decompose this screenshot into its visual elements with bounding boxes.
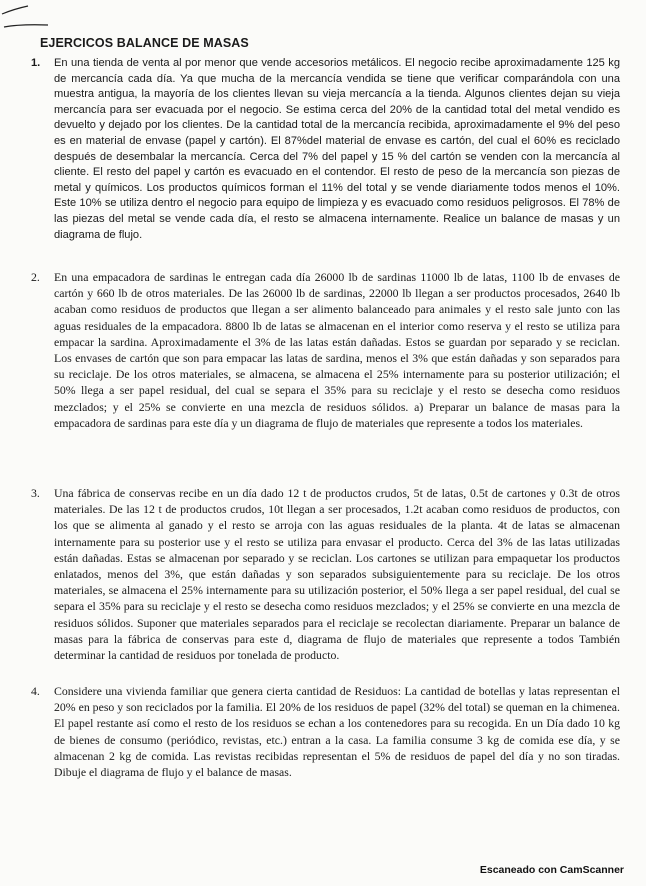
- exercise-number: 3.: [31, 486, 40, 500]
- exercise-number: 2.: [31, 270, 40, 284]
- scanner-watermark: Escaneado con CamScanner: [479, 864, 624, 876]
- exercise-text: Una fábrica de conservas recibe en un día dado 12 t de productos crudos, 5t de latas, 0.5t de cartones y 0.3t de otros materiales. De las 12 t de productos crudos, 10t llegan a ser procesados, 1.2t acaban como residuos de productos, con los que se alimenta al ganado y el resto se arroja con las aguas residuales de la planta. 4t de latas se almacenan internamente para su posterior use y el resto se utiliza para envasar el producto. Cerca del 3% de las latas utilizadas están dañadas. Estas se almacenan por separado y se reciclan. Los cartones se utilizan para empaquetar los productos enlatados, menos del 3%, que están dañadas y son separados subsiguientemente para su reciclaje. De los otros materiales, se almacena el 25% internamente para su utilización posterior, el 50% llega a ser papel residual, del cual se separa el 35% para su reciclaje y el resto se desecha como residuos mezclados; y el 25% se convierte en una mezcla de residuos sólidos. Suponer que materiales separados para el reciclaje se recolectan diariamente. Preparar un balance de masas para la fábrica de conservas para este d, diagrama de flujo de materiales que represente a todos También determinar la cantidad de residuos por tonelada de producto.: [54, 486, 620, 663]
- exercise-2: [31, 269, 620, 431]
- exercise-text: Considere una vivienda familiar que genera cierta cantidad de Residuos: La cantidad de botellas y latas representan el 20% en peso y son reciclados por la familia. El 20% de los residuos de papel (32% del total) se queman en la chimenea. El papel restante así como el resto de los residuos se echan a los contenedores para su recogida. En un Día dado 10 kg de bienes de consumo (periódico, revistas, etc.) entran a la casa. La familia consume 3 kg de comida ese día, y se almacenan 2 kg de comida. Las revistas recibidas representan el 5% de residuos de papel del día y no son tiradas. Dibuje el diagrama de flujo y el balance de masas.: [54, 684, 620, 780]
- pen-stroke-mark: [0, 0, 60, 40]
- exercise-number: 1.: [31, 57, 41, 69]
- exercise-text: En una empacadora de sardinas le entregan cada día 26000 lb de sardinas 11000 lb de latas, 1100 lb de envases de cartón y 660 lb de otros materiales. De las 26000 lb de sardinas, 22000 lb llegan a ser productos procesados, 2640 lb acaban como residuos de productos que llegan a ser alimento balanceado para animales y el resto sale junto con las aguas residuales de la empacadora. 8800 lb de latas se almacenan en el interior como reserva y el resto se utiliza para empacar la sardina. Aproximadamente el 3% de las latas están dañadas. Estos se guardan por separado y se reciclan. Los envases de cartón que son para empacar las latas de sardina, menos el 3% que están dañadas y son separados para su reciclaje. De los otros materiales, se almacena, se almacena el 25% internamente para su posterior utilización; el 50% llega a ser papel residual, del cual se separa el 35% para su reciclaje y el resto se desecha como residuos mezclados; y el 25% se convierte en una mezcla de residuos sólidos. a) Preparar un balance de masas para la empacadora de sardinas para este día y un diagrama de flujo de materiales que represente a todos los materiales.: [54, 270, 620, 430]
- exercise-3: [31, 485, 620, 663]
- exercise-number: 4.: [31, 684, 40, 698]
- exercise-4: [31, 683, 620, 780]
- exercise-1: [31, 56, 620, 243]
- exercise-text: En una tienda de venta al por menor que vende accesorios metálicos. El negocio recibe aproximadamente 125 kg de mercancía cada día. Ya que mucha de la mercancía vendida se tiene que verificar comparándola con una muestra antigua, la mayoría de los clientes llevan su vieja mercancía a la tienda. Algunos clientes dejan su vieja mercancía para ser evacuada por el negocio. Se estima cerca del 20% de la cantidad total del metal vendido es devuelto y dejado por los clientes. De la cantidad total de la mercancía recibida, aproximadamente el 9% del peso es en material de envase (papel y cartón). El 87%del material de envase es cartón, del cual el 60% es reciclado después de desembalar la mercancía. Cerca del 7% del papel y 15 % del cartón se venden con la mercancía al cliente. El resto del papel y cartón es evacuado en el contendor. El resto de peso de la mercancía son piezas de metal y químicos. Los productos químicos forman el 11% del total y se vende diariamente todos menos el 10%. Este 10% se utiliza dentro el negocio para equipo de limpieza y es evacuado como residuos peligrosos. El 78% de las piezas del metal se vende cada día, el resto se almacena internamente. Realice un balance de masas y un diagrama de flujo.: [54, 57, 620, 241]
- document-title: EJERCICOS BALANCE DE MASAS: [40, 36, 249, 50]
